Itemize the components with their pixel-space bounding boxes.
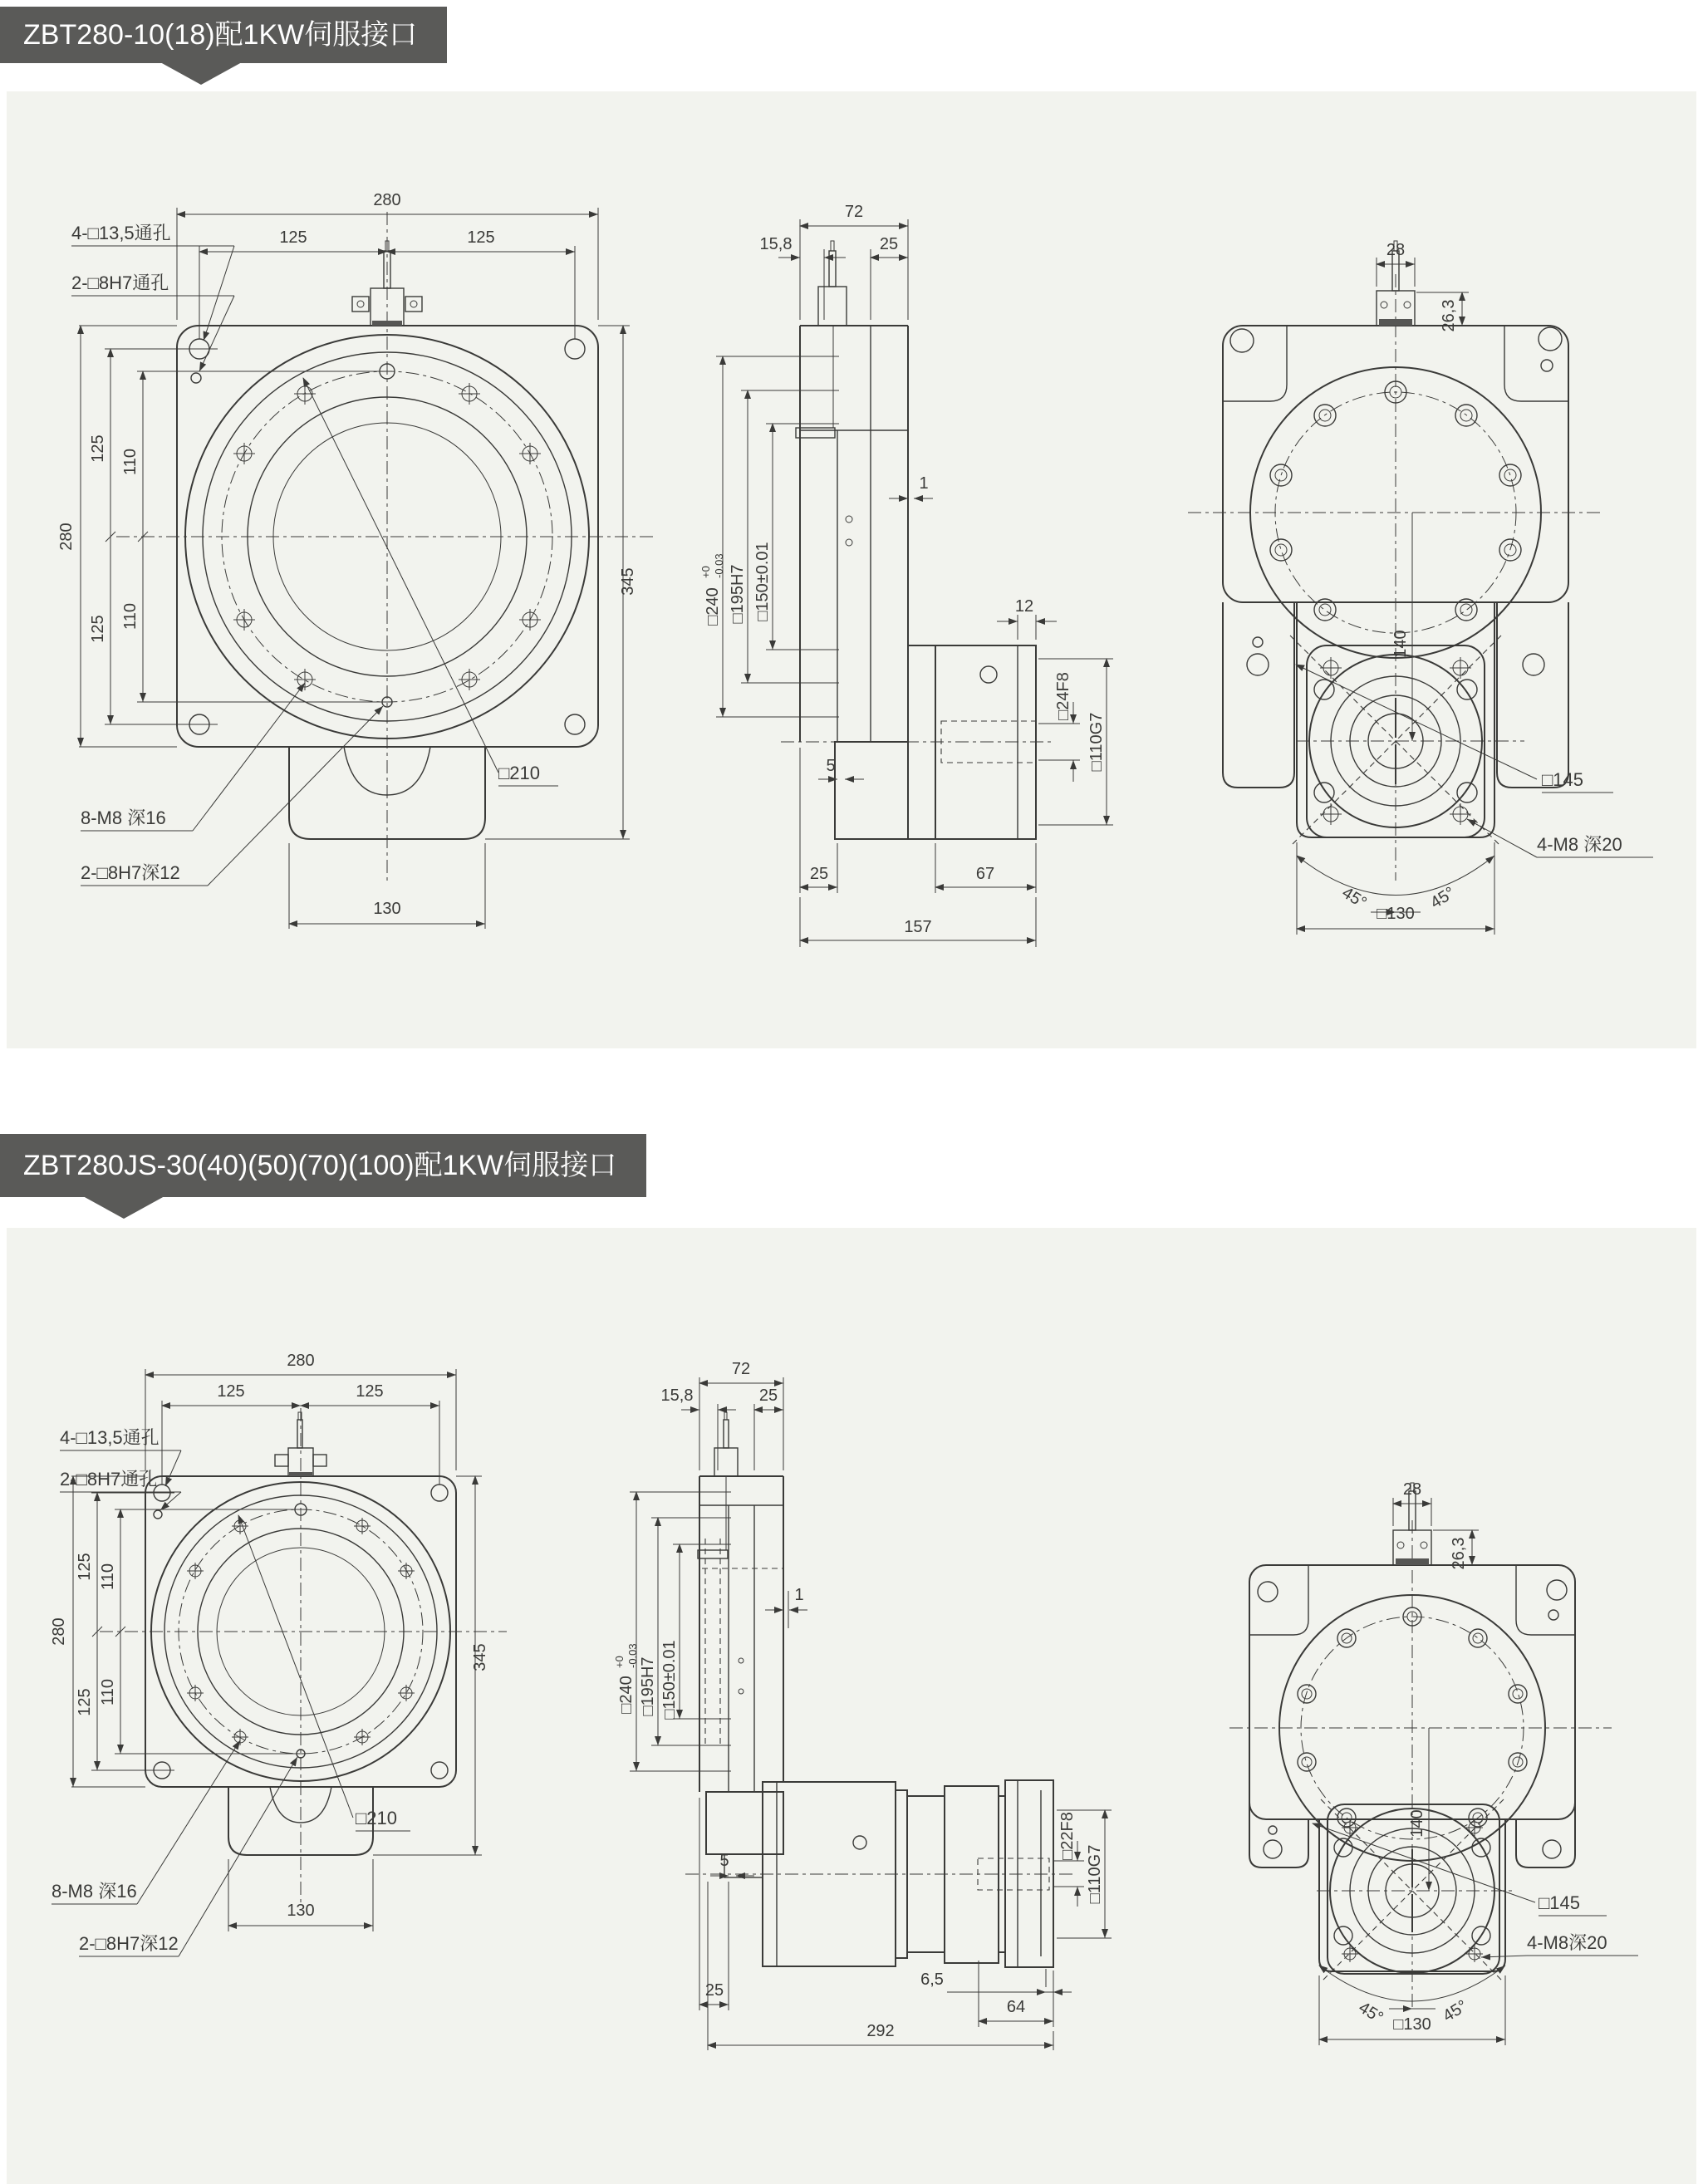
dim-110-lower: 110 bbox=[121, 603, 140, 630]
dim-span-right: 125 bbox=[356, 1382, 384, 1401]
dia-240-tol-lower: -0.03 bbox=[626, 1643, 639, 1668]
dia-240-tol-lower: -0.03 bbox=[713, 553, 725, 578]
note-circle-210: □210 bbox=[498, 763, 540, 783]
dim-157: 157 bbox=[904, 918, 932, 936]
note-m8-depth-20: 4-M8 深20 bbox=[1537, 834, 1622, 855]
dim-110-upper: 110 bbox=[121, 449, 140, 475]
dim-5: 5 bbox=[826, 757, 836, 775]
dia-240-tol-upper: +0 bbox=[699, 566, 712, 578]
dim-sensor-offset: 15,8 bbox=[660, 1386, 694, 1405]
dim-tab-width: 130 bbox=[373, 900, 401, 918]
dim-depth: 72 bbox=[844, 203, 864, 221]
dim-140: 140 bbox=[1408, 1809, 1426, 1838]
dim-125-lower: 125 bbox=[89, 615, 107, 643]
dia-150-label: □150±0.01 bbox=[660, 1640, 679, 1720]
dim-5: 5 bbox=[719, 1852, 729, 1870]
dim-67: 67 bbox=[975, 865, 995, 883]
section1-rear-view bbox=[1188, 241, 1653, 935]
section1-side-view bbox=[699, 203, 1113, 947]
dim-26-3: 26,3 bbox=[1440, 299, 1458, 332]
dim-28: 28 bbox=[1402, 1480, 1422, 1499]
dim-sensor-offset: 15,8 bbox=[759, 235, 793, 253]
note-circle-210: □210 bbox=[356, 1808, 397, 1828]
dia-150-label: □150±0.01 bbox=[753, 542, 772, 621]
dim-26-3: 26,3 bbox=[1450, 1537, 1468, 1570]
section2-side-view bbox=[613, 1360, 1112, 2050]
dim-125-upper: 125 bbox=[76, 1553, 94, 1581]
dim-gap-1: 1 bbox=[794, 1586, 804, 1604]
dim-64: 64 bbox=[1006, 1998, 1026, 2016]
note-through-holes-8h7: 2-□8H7通孔 bbox=[60, 1469, 158, 1490]
note-square-145: □145 bbox=[1539, 1892, 1580, 1913]
dia-24f8-label: □24F8 bbox=[1054, 672, 1072, 720]
angle-left: 45° bbox=[1338, 883, 1370, 913]
note-pins-8h7: 2-□8H7深12 bbox=[81, 862, 180, 883]
dim-292: 292 bbox=[866, 2022, 895, 2040]
section-2-title-banner: ZBT280JS-30(40)(50)(70)(100)配1KW伺服接口 bbox=[0, 1134, 646, 1197]
angle-right: 45° bbox=[1427, 883, 1459, 913]
dia-195-label: □195H7 bbox=[639, 1656, 657, 1716]
dim-span-right: 125 bbox=[467, 228, 495, 247]
dim-depth: 72 bbox=[731, 1360, 751, 1378]
section2-front-view bbox=[50, 1352, 507, 1956]
angle-right: 45° bbox=[1440, 1996, 1471, 2026]
angle-left: 45° bbox=[1355, 1998, 1386, 2028]
dim-125-lower: 125 bbox=[76, 1688, 94, 1716]
dim-span-left: 125 bbox=[217, 1382, 245, 1401]
dia-195-label: □195H7 bbox=[729, 564, 747, 624]
encoder-icon bbox=[796, 241, 847, 438]
note-bolts-m8: 8-M8 深16 bbox=[81, 807, 166, 828]
dim-height-left: 280 bbox=[57, 523, 76, 551]
dim-25-bottom: 25 bbox=[809, 865, 829, 883]
dim-width-top: 280 bbox=[287, 1352, 315, 1370]
section-1-title-banner: ZBT280-10(18)配1KW伺服接口 bbox=[0, 7, 447, 63]
dim-plate-thickness: 25 bbox=[879, 235, 899, 253]
note-m8-depth-20: 4-M8深20 bbox=[1527, 1932, 1607, 1953]
note-bolts-m8: 8-M8 深16 bbox=[52, 1881, 137, 1902]
dim-width-top: 280 bbox=[373, 191, 401, 209]
dim-span-left: 125 bbox=[279, 228, 307, 247]
note-pins-8h7: 2-□8H7深12 bbox=[79, 1933, 179, 1954]
dia-240-tol-upper: +0 bbox=[613, 1656, 626, 1668]
section2-rear-view bbox=[1229, 1480, 1638, 2045]
dia-22f8-label: □22F8 bbox=[1058, 1812, 1077, 1860]
dim-110-upper: 110 bbox=[99, 1563, 117, 1590]
note-through-holes-8h7: 2-□8H7通孔 bbox=[71, 272, 169, 293]
dim-total-height: 345 bbox=[471, 1643, 489, 1671]
dim-plate-thickness: 25 bbox=[758, 1386, 778, 1405]
dim-6-5: 6,5 bbox=[920, 1971, 944, 1989]
dim-110-lower: 110 bbox=[99, 1679, 117, 1705]
dim-125-upper: 125 bbox=[89, 434, 107, 463]
dia-110g7-label: □110G7 bbox=[1087, 712, 1106, 772]
note-through-holes-13-5: 4-□13,5通孔 bbox=[71, 223, 171, 243]
dia-110g7-label: □110G7 bbox=[1086, 1844, 1104, 1904]
dim-square-130: □130 bbox=[1377, 905, 1415, 923]
note-square-145: □145 bbox=[1542, 769, 1583, 790]
dim-total-height: 345 bbox=[619, 567, 637, 596]
dim-25-bottom: 25 bbox=[704, 1981, 724, 2000]
dim-140: 140 bbox=[1391, 630, 1410, 658]
dim-28: 28 bbox=[1386, 241, 1406, 259]
dim-gap-1: 1 bbox=[919, 474, 929, 493]
dim-12: 12 bbox=[1014, 597, 1034, 616]
dia-240-label: □240 bbox=[704, 587, 722, 626]
dim-tab-width: 130 bbox=[287, 1902, 315, 1920]
note-through-holes-13-5: 4-□13,5通孔 bbox=[60, 1427, 160, 1448]
dia-240-label: □240 bbox=[617, 1676, 636, 1714]
dim-height-left: 280 bbox=[50, 1617, 68, 1646]
dim-square-130: □130 bbox=[1393, 2015, 1431, 2034]
section1-front-view bbox=[57, 191, 656, 929]
